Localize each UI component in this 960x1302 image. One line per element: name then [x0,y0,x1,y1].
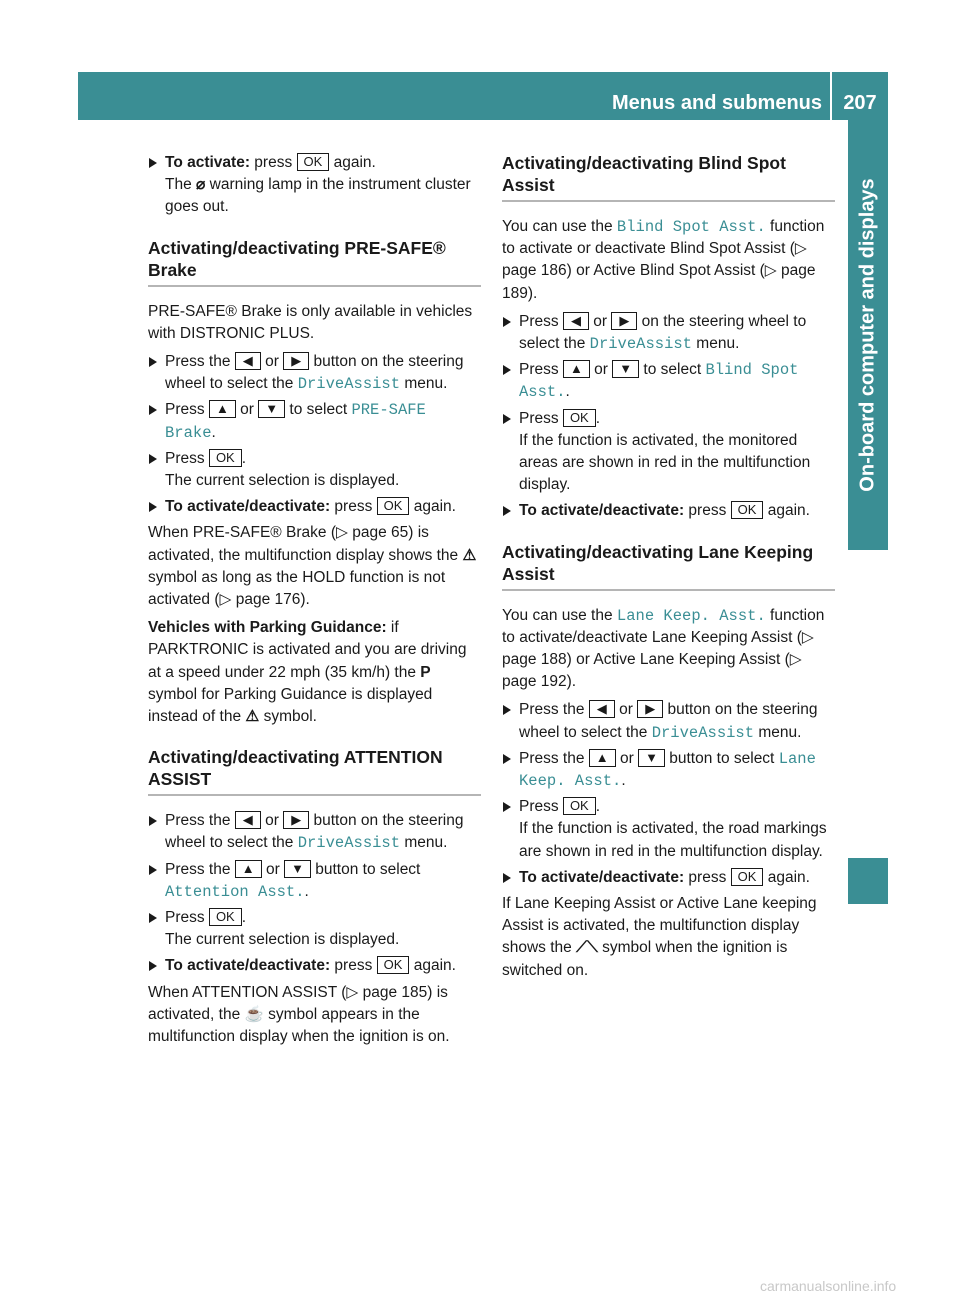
menu-name: Blind Spot Asst. [616,218,766,236]
up-key-icon: ▲ [589,749,616,767]
right-key-icon: ▶ [283,811,309,829]
left-key-icon: ◀ [235,811,261,829]
paragraph: When ATTENTION ASSIST (▷ page 185) is activated, the ☕ symbol appears in the multifunction display when the ignition is on. [148,983,450,1046]
ok-key-icon: OK [209,449,242,467]
paragraph: You can use the Blind Spot Asst. function to activate or deactivate Blind Spot Assist (▷ page 186) or Active Blind Spot Assist (▷ page 189). [502,218,825,302]
section-heading-lane-keeping: Activating/deactivating Lane Keeping Assist [502,541,835,591]
step: Press OK . If the function is activated, the road markings are shown in red in the multifunction display. [502,796,835,863]
step: Press the ◀ or ▶ button on the steering wheel to select the DriveAssist menu. [148,810,481,854]
page-number: 207 [843,92,877,114]
down-key-icon: ▼ [284,860,311,878]
paragraph: If Lane Keeping Assist or Active Lane keeping Assist is activated, the multifunction display shows the ⟋⟍ symbol when the ignition is switched on. [502,895,817,979]
left-key-icon: ◀ [563,312,589,330]
menu-name: Lane Keep. Asst. [519,749,816,791]
menu-name: DriveAssist [589,335,692,354]
brake-symbol-icon: ⚠ [462,546,477,564]
step: Press the ◀ or ▶ button on the steering wheel to select the DriveAssist menu. [148,351,481,395]
down-key-icon: ▼ [258,400,285,418]
ok-key-icon: OK [297,153,330,171]
step: Press ◀ or ▶ on the steering wheel to select the DriveAssist menu. [502,311,835,355]
right-column [502,152,835,988]
menu-name: DriveAssist [651,723,755,742]
side-marker [848,858,888,904]
menu-name: Lane Keep. Asst. [616,606,766,625]
side-tab-label: On-board computer and displays [856,178,879,492]
off-warning-lamp-icon: ⌀ [196,176,206,194]
down-key-icon: ▼ [638,749,665,767]
menu-name: Blind Spot Asst. [519,361,799,402]
up-key-icon: ▲ [209,400,236,418]
step: Press the ◀ or ▶ button on the steering wheel to select the DriveAssist menu. [502,699,835,743]
pre-safe-desc: PRE-SAFE® Brake is only available in vehicles with DISTRONIC PLUS. [148,302,473,342]
section-heading-attention: Activating/deactivating ATTENTION ASSIST [148,746,481,796]
ok-key-icon: OK [377,956,410,974]
step: Press OK . The current selection is displayed. [148,907,481,951]
right-key-icon: ▶ [283,352,309,370]
menu-name: Attention Asst. [165,882,305,901]
brake-symbol-icon: ⚠ [245,708,260,726]
down-key-icon: ▼ [612,360,639,378]
left-key-icon: ◀ [589,700,615,718]
step: Press the ▲ or ▼ button to select Attention Asst.. [148,859,481,903]
step: Press OK . The current selection is displayed. [148,448,481,492]
ok-key-icon: OK [563,409,596,427]
ok-key-icon: OK [731,868,764,886]
step: Press the ▲ or ▼ button to select Lane Keep. Asst.. [502,748,835,792]
parking-symbol-icon: P [420,663,431,681]
step: To activate/deactivate: press OK again. [148,955,481,977]
ok-key-icon: OK [563,797,596,815]
section-heading-blind-spot: Activating/deactivating Blind Spot Assist [502,152,835,202]
step: To activate/deactivate: press OK again. [502,867,835,889]
paragraph: You can use the Lane Keep. Asst. function to activate/deactivate Lane Keeping Assist (▷ page 188) or Active Lane Keeping Assist (▷ page 192). [502,606,825,691]
ok-key-icon: OK [731,501,764,519]
step-bold: To activate: [165,154,250,171]
right-key-icon: ▶ [637,700,663,718]
lane-symbol-icon: ⟋⟍ [576,939,598,957]
section-heading-pre-safe: Activating/deactivating PRE-SAFE® Brake [148,237,481,287]
paragraph: When PRE-SAFE® Brake (▷ page 65) is activated, the multifunction display shows the ⚠ symbol as long as the HOLD function is not activated (▷ page 176). [148,524,477,609]
step: To activate/deactivate: press OK again. [148,496,481,518]
ok-key-icon: OK [209,908,242,926]
ok-key-icon: OK [377,497,410,515]
menu-name: DriveAssist [297,375,401,394]
step: Press ▲ or ▼ to select PRE-SAFE Brake. [148,399,481,443]
step-activate: To activate: press OK again. The ⌀ warning lamp in the instrument cluster goes out. [148,152,481,219]
step: To activate/deactivate: press OK again. [502,500,835,522]
left-column [148,152,481,1054]
menu-name: PRE-SAFE Brake [165,401,426,442]
left-key-icon: ◀ [235,352,261,370]
section-side-tab [848,120,888,550]
step: Press OK . If the function is activated, the monitored areas are shown in red in the multifunction display. [502,408,835,497]
up-key-icon: ▲ [563,360,590,378]
menu-name: DriveAssist [297,834,401,853]
page-header [78,72,888,120]
up-key-icon: ▲ [235,860,262,878]
header-title: Menus and submenus [611,92,822,114]
right-key-icon: ▶ [611,312,637,330]
step: Press ▲ or ▼ to select Blind Spot Asst.. [502,359,835,403]
watermark: carmanualsonline.info [760,1278,897,1294]
coffee-cup-icon: ☕ [244,1005,264,1023]
paragraph: Vehicles with Parking Guidance: if PARKTRONIC is activated and you are driving at a speed under 22 mph (35 km/h) the P symbol for Parking Guidance is displayed instead of the ⚠ symbol. [148,619,467,726]
